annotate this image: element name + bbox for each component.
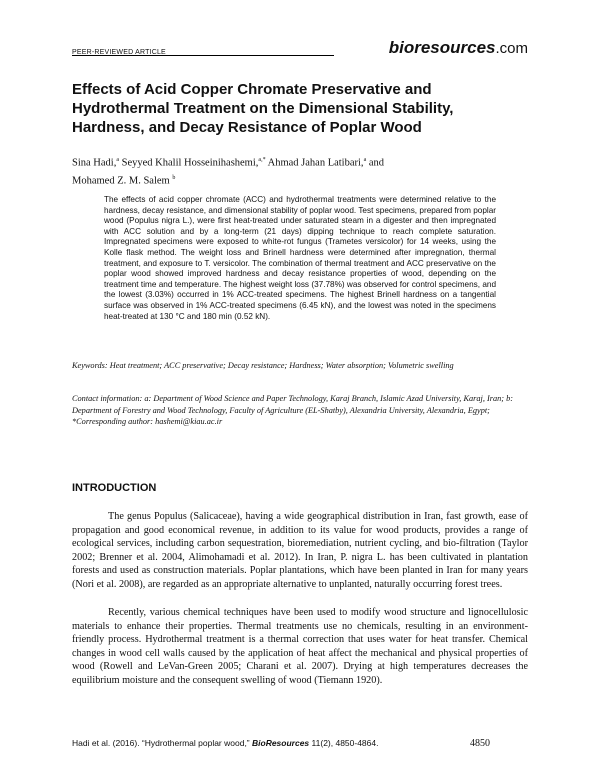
keywords: Keywords: Heat treatment; ACC preservative; Decay resistance; Hardness; Water absorption; Volumetric swelling (72, 361, 454, 370)
author-conjunction: and (366, 157, 385, 169)
brand-name: bioresources (388, 38, 496, 57)
author-4-affil: b (172, 174, 176, 181)
paper-title: Effects of Acid Copper Chromate Preservative and Hydrothermal Treatment on the Dimensional Stability, Hardness, and Decay Resistance of Poplar Wood (72, 81, 454, 136)
section-heading-introduction: INTRODUCTION (72, 482, 157, 494)
contact-information: Contact information: a: Department of Wood Science and Paper Technology, Karaj Branch, Islamic Azad University, Karaj, Iran; b: Department of Forestry and Wood Technology, Faculty of Agriculture (EL-Shatby), Alexandria University, Alexandria, Egypt; *Corresponding author: hashemi@kiau.ac.ir (72, 394, 514, 426)
journal-brand[interactable] (389, 38, 528, 58)
page-header (72, 36, 528, 58)
citation-journal: BioResources (252, 738, 310, 748)
citation-volume: 11(2), 4850-4864. (309, 738, 379, 748)
page-footer (72, 738, 528, 748)
abstract: The effects of acid copper chromate (ACC) and hydrothermal treatments were determined relative to the hardness, decay resistance, and dimensional stability of poplar wood. Test specimens, prepared from poplar wood (Populus nigra L.), were first heat-treated under saturated steam in a digester and then impregnated with ACC solution and by a long-term (21 days) dipping technique to reach complete saturation. Impregnated specimens were exposed to white-rot fungus (Trametes versicolor) for 14 weeks, using the Kolle flask method. The weight loss and Brinell hardness were determined after impregnation, thermal treatment, and exposure to T. versicolor. The combination of thermal treatment and ACC preservative on the poplar wood showed improved hardness and decay resistance properties of wood, depending on the treatment time and temperature. The highest weight loss (37.78%) was observed for control specimens, and the lowest (3.03%) occurred in 1% ACC-treated specimens. The highest Brinell hardness on a tangential surface was observed in 1% ACC-treated specimens (6.45 kN), and the lowest was noted in the specimens heat-treated at 130 °C and 180 min (0.52 kN). (104, 195, 496, 321)
header-rule (72, 55, 334, 56)
author-4: Mohamed Z. M. Salem (72, 175, 170, 186)
brand-suffix: .com (495, 40, 528, 57)
author-1: Sina Hadi, (72, 157, 117, 169)
author-3-affil: a (363, 157, 367, 163)
page-number: 4850 (470, 738, 490, 749)
article-type-label: PEER-REVIEWED ARTICLE (72, 49, 166, 56)
author-2-affil: a,* (258, 157, 266, 163)
citation-authors: Hadi et al. (2016). “Hydrothermal poplar wood,” (72, 738, 252, 748)
author-list (72, 153, 528, 188)
author-3: Ahmad Jahan Latibari, (265, 157, 364, 169)
author-1-affil: a (116, 157, 119, 163)
footer-citation (72, 738, 378, 748)
intro-paragraph-2: Recently, various chemical techniques have been used to modify wood structure and lignocellulosic materials to enhance their properties. Thermal treatments use no chemicals, resulting in an environment-friendly process. Hydrothermal treatment is a thermal correction that uses water for heat transfer. Chemical changes in wood cell walls caused by the application of heat affect the mechanical and physical properties of wood (Rowell and LeVan-Green 2005; Charani et al. 2007). Drying at high temperatures decreases the equilibrium moisture and the consequent swelling of wood (Tiemann 1920). (72, 607, 528, 686)
intro-paragraph-1: The genus Populus (Salicaceae), having a wide geographical distribution in Iran, fast growth, ease of propagation and good economical revenue, in addition to its value for wood products, provides a range of ecological services, including carbon sequestration, bioremediation, nutrient cycling, and bio-filtration (Taylor 2002; Brenner et al. 2004, Alimohamadi et al. 2012). In Iran, P. nigra L. has been cultivated in plantation forests and used as construction materials. Poplar plantations, which have been planted in Iran for many years (Nori et al. 2008), are regarded as an appropriate alternative to unplanted, naturally occurring forest trees. (72, 511, 528, 590)
author-2: Seyyed Khalil Hosseinihashemi, (119, 157, 259, 169)
